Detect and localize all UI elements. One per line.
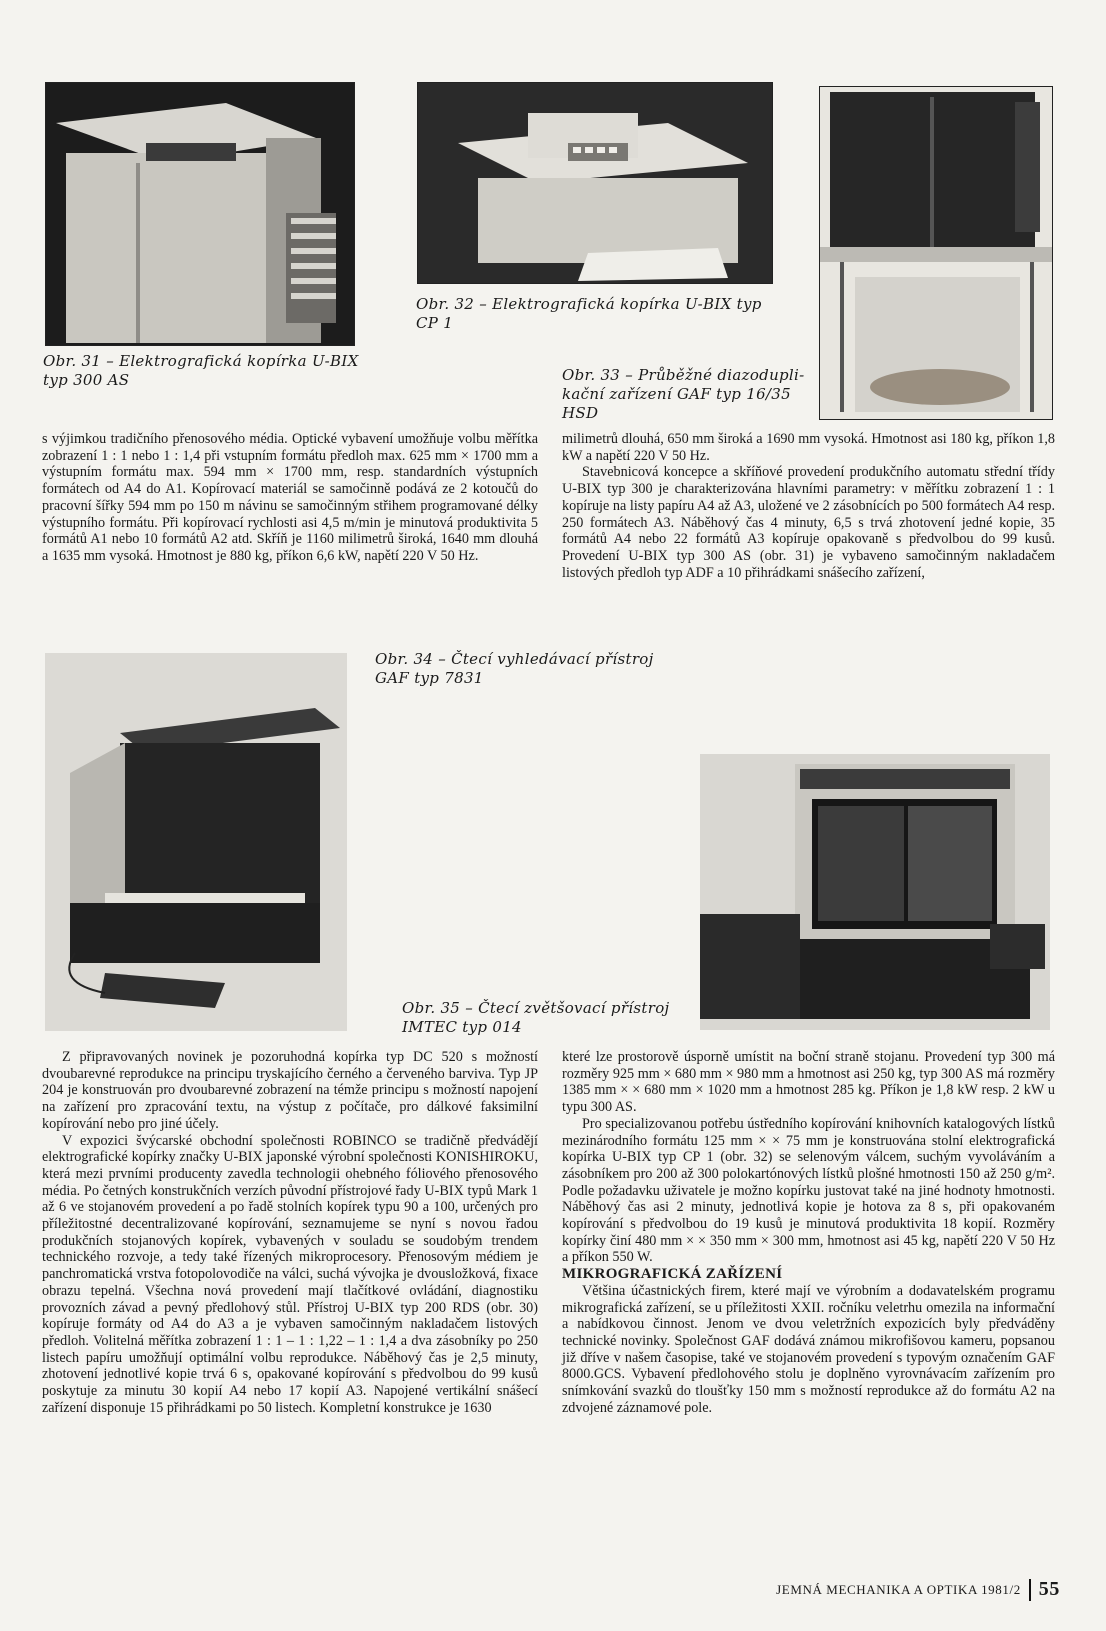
paragraph: s výjimkou tradičního přenosového média. Optické vybavení umožňuje volbu měřítka zobrazení 1 : 1 nebo 1 : 1,4 při vstupním formátu předloh max. 625 mm × 1700 mm a výstupním formátu max. 594 mm × 1700 mm, resp. standardních výstupních formátech od A4 do A1. Kopírovací materiál se samočinně podává ze 2 kotoučů do pracovní šířky 594 mm po 150 m návinu se samočinným střihem programované délky výstupního formátu. Při kopírovací rychlosti asi 4,5 m/min je minutová produktivita 5 formátů A1 nebo 10 formátů A2 atd. Skříň je 1160 milimetrů široká, 1640 mm dlouhá a 1635 mm vysoká. Hmotnost je 880 kg, příkon 6,6 kW, napětí 220 V 50 Hz.: [42, 431, 538, 564]
photo-obr-32: [417, 82, 773, 284]
paragraph: Z připravovaných novinek je pozoruhodná kopírka typ DC 520 s možností dvoubarevné reprodukce na principu tryskajícího černého a červeného barviva. Typ JP 204 je konstruován pro dvoubarevné zobrazení na témže principu s možností napojení na zařízení pro zpracování textu, na výstup z počítače, pro dálkové faksimilní kopírování nebo pro jiné účely.: [42, 1049, 538, 1132]
caption-obr-33: Obr. 33 – Průběžné diazodupli-kační zařízení GAF typ 16/35 HSD: [562, 366, 805, 422]
caption-obr-31: Obr. 31 – Elektrografická kopírka U-BIX typ 300 AS: [43, 352, 359, 389]
text-top-left: [42, 431, 538, 565]
caption-obr-35: Obr. 35 – Čtecí zvětšovací přístroj IMTEC typ 014: [402, 999, 670, 1036]
text-bottom-right: [562, 1049, 1055, 1416]
paragraph: které lze prostorově úsporně umístit na boční straně stojanu. Provedení typ 300 má rozměry 925 mm × 680 mm × 980 mm a hmotnost asi 250 kg, typ 300 AS má rozměry 1385 mm × × 680 mm × 1020 mm a hmotnost 285 kg. Příkon je 1,8 kW resp. 2 kW u typu 300 AS.: [562, 1049, 1055, 1116]
photo-obr-35: [700, 754, 1050, 1030]
page-number: 55: [1038, 1578, 1060, 1600]
paragraph: Stavebnicová koncepce a skříňové provedení produkčního automatu střední třídy U-BIX typ 300 je charakterizována hlavními parametry: v měřítku zobrazení 1 : 1 kopíruje na listy papíru A4 až A3, uložené ve 2 zásobnících po 500 formátech A4 resp. 250 formátech A3. Náběhový čas 4 minuty, 6,5 s trvá zhotovení jedné kopie, 35 formátů A4 nebo 22 formátů A3 kopíruje opakovaně s předvolbou do 99 kusů. Provedení U-BIX typ 300 AS (obr. 31) je vybaveno samočinným nakladačem listových předloh typ ADF a 10 přihrádkami snášecího zařízení,: [562, 464, 1055, 581]
paragraph: milimetrů dlouhá, 650 mm široká a 1690 mm vysoká. Hmotnost asi 180 kg, příkon 1,8 kW a napětí 220 V 50 Hz.: [562, 431, 1055, 464]
caption-obr-32: Obr. 32 – Elektrografická kopírka U-BIX typ CP 1: [416, 295, 762, 332]
photo-obr-33: [819, 86, 1053, 420]
footer-divider: [1029, 1579, 1031, 1601]
page-footer: [776, 1578, 1060, 1601]
section-heading: MIKROGRAFICKÁ ZAŘÍZENÍ: [562, 1266, 783, 1283]
photo-obr-34: [45, 653, 347, 1031]
paragraph: Většina účastnických firem, které mají ve výrobním a dodavatelském programu mikrografická zařízení, se u příležitosti XXII. ročníku veletrhu omezila na informační a nabídkovou činnost. Jenom ve dvou veletržních expozicích byly předváděny technické novinky. Společnost GAF dodává známou mikrofišovou kameru, popsanou již dříve v našem časopise, také ve stojanovém provedení s typovým označením GAF 8000.GCS. Vybavení předlohového stolu je doplněno vyrovnávacím zařízením pro snímkování svazků do tloušťky 150 mm s možností reprodukce až do formátu A2 na zdvojené záznamové pole.: [562, 1282, 1055, 1416]
photo-obr-31: [45, 82, 355, 346]
caption-obr-34: Obr. 34 – Čtecí vyhledávací přístroj GAF typ 7831: [375, 650, 654, 687]
text-top-right: [562, 431, 1055, 581]
paragraph: Pro specializovanou potřebu ústředního kopírování knihovních katalogových lístků mezinárodního formátu 125 mm × × 75 mm je konstruována stolní elektrografická kopírka U-BIX typ CP 1 (obr. 32) se selenovým válcem, suchým vyvoláváním a zásobníkem pro 200 až 300 polokartónových lístků plošné hmotnosti 150 až 250 g/m². Podle požadavku uživatele je možno kopírku justovat také na jiné hodnoty hmotnosti. Náběhový čas asi 2 minuty, jednotlivá kopie je hotova za 8 s, při opakovaném kopírování s předvolbou do 19 kusů je minutová produktivita 18 kopií. Rozměry kopírky činí 480 mm × × 350 mm × 300 mm, hmotnost asi 45 kg, napětí 220 V 50 Hz a příkon 550 W.: [562, 1115, 1055, 1266]
paragraph: V expozici švýcarské obchodní společnosti ROBINCO se tradičně předvádějí elektrografické kopírky značky U-BIX japonské výrobní společnosti KONISHIROKU, která mezi prvními producenty zavedla technologii ohebného fóliového přenosového média. Po četných konstrukčních verzích původní přístrojové řady U-BIX typů Mark 1 až 6 ve stojanovém provedení a po řadě stolních kopírek typu 90 a 100, určených pro příležitostné decentralizované kopírování, seznamujeme se nyní s novou řadou produkčních stojanových kopírek, vybavených v souladu se soudobým trendem technického rozvoje, a tedy také řízených mikroprocesory. Přenosovým médiem je panchromatická vrstva fotopolovodiče na válci, suchá vývojka je dvousložková, fixace obrazu tepelná. Všechna nová provedení mají tlačítkové ovládání, diagnostiku provozních závad a pevný předlohový stůl. Přístroj U-BIX typ 200 RDS (obr. 30) kopíruje formáty od A4 do A3 a je vybaven samočinným nakladačem listových předloh. Volitelná měřítka zobrazení 1 : 1 – 1 : 1,22 – 1 : 1,4 a dva zásobníky po 250 listech papíru umožňují optimální volbu reprodukce. Náběhový čas je 2,5 minuty, zhotovení jednotlivé kopie trvá 6 s, opakované kopírování s předvolbou do 99 kusů poskytuje za minutu 30 kopií A4 nebo 17 kopií A3. Napojené vertikální snášecí zařízení disponuje 15 přihrádkami po 50 listech. Kompletní konstrukce je 1630: [42, 1132, 538, 1416]
text-bottom-left: [42, 1049, 538, 1416]
journal-title: JEMNÁ MECHANIKA A OPTIKA 1981/2: [776, 1581, 1021, 1597]
